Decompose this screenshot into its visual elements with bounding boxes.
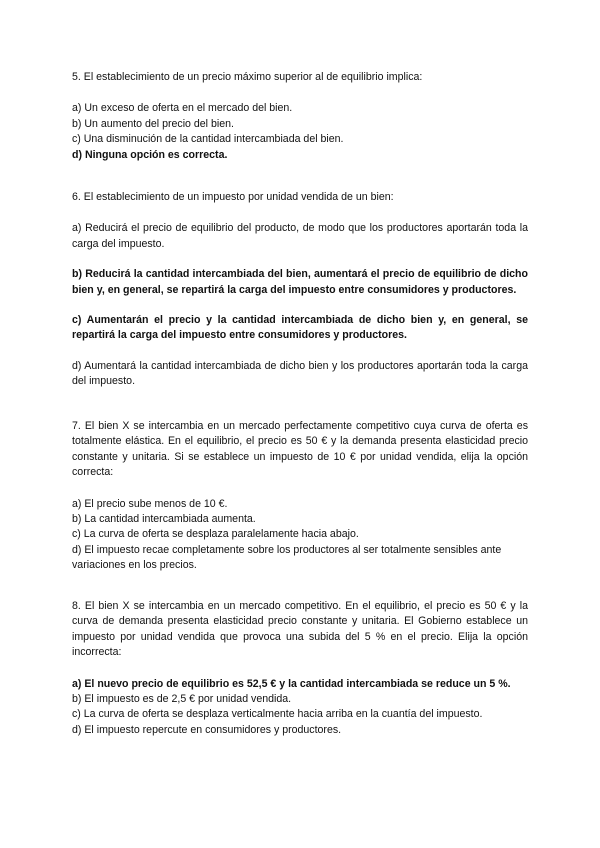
option-d-correct: d) Ninguna opción es correcta. bbox=[72, 148, 228, 161]
question-stem: 7. El bien X se intercambia en un mercado perfectamente competitivo cuya curva de oferta es totalmente elástica. En el equilibrio, el precio es 50 € y la demanda presenta elasticidad precio constante y unitaria. Si se establece un impuesto de 10 € por unidad vendida, elija la opción correcta: bbox=[72, 420, 528, 479]
question-stem: 8. El bien X se intercambia en un mercado competitivo. En el equilibrio, el precio es 50 € y la curva de demanda presenta elasticidad precio constante y unitaria. El Gobierno establece un impuesto por unidad vendida que provoca una subida del 5 % en el precio. Elija la opción incorrecta: bbox=[72, 600, 528, 659]
question-stem: 6. El establecimiento de un impuesto por unidad vendida de un bien: bbox=[72, 191, 394, 203]
option-d: d) El impuesto repercute en consumidores y productores. bbox=[72, 723, 342, 736]
option-c: c) La curva de oferta se desplaza paralelamente hacia abajo. bbox=[72, 528, 359, 541]
option-a: a) Reducirá el precio de equilibrio del producto, de modo que los productores aportarán toda la carga del impuesto. bbox=[72, 222, 528, 250]
option-d: d) El impuesto recae completamente sobre los productores al ser totalmente sensibles ante variaciones en los precios. bbox=[72, 543, 502, 572]
option-b: b) El impuesto es de 2,5 € por unidad vendida. bbox=[72, 693, 292, 706]
option-c: c) La curva de oferta se desplaza verticalmente hacia arriba en la cuantía del impuesto. bbox=[72, 708, 483, 721]
question-7 bbox=[72, 419, 528, 574]
option-c: c) Una disminución de la cantidad intercambiada del bien. bbox=[72, 133, 344, 146]
option-b: b) La cantidad intercambiada aumenta. bbox=[72, 513, 256, 526]
option-a: a) Un exceso de oferta en el mercado del bien. bbox=[72, 102, 293, 115]
option-b-correct: b) Reducirá la cantidad intercambiada del bien, aumentará el precio de equilibrio de dicho bien y, en general, se repartirá la carga del impuesto entre consumidores y productores. bbox=[72, 268, 528, 296]
question-stem: 5. El establecimiento de un precio máximo superior al de equilibrio implica: bbox=[72, 71, 423, 83]
question-5 bbox=[72, 70, 528, 163]
option-d: d) Aumentará la cantidad intercambiada de dicho bien y los productores aportarán toda la carga del impuesto. bbox=[72, 359, 528, 388]
option-c-correct: c) Aumentarán el precio y la cantidad intercambiada de dicho bien y, en general, se repartirá la carga del impuesto entre consumidores y productores. bbox=[72, 314, 528, 342]
question-6 bbox=[72, 190, 528, 390]
option-b: b) Un aumento del precio del bien. bbox=[72, 117, 234, 130]
option-a: a) El precio sube menos de 10 €. bbox=[72, 497, 228, 510]
question-8 bbox=[72, 599, 528, 738]
option-a-correct: a) El nuevo precio de equilibrio es 52,5 € y la cantidad intercambiada se reduce un 5 %. bbox=[72, 677, 511, 690]
